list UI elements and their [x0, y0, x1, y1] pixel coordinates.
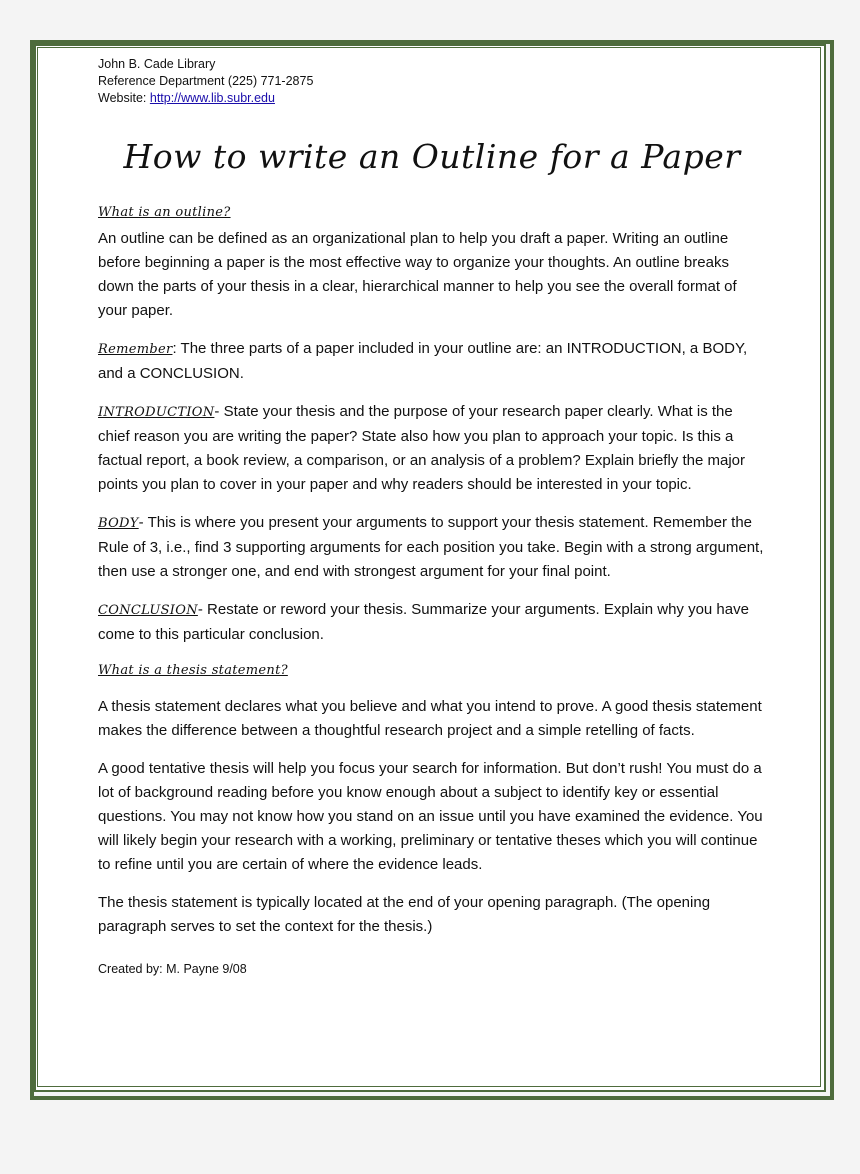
website-link[interactable]: http://www.lib.subr.edu	[149, 91, 275, 105]
thesis-paragraph-3: The thesis statement is typically located at the end of your opening paragraph. (The opening paragraph serves to set the context for the thesis.)	[98, 894, 711, 935]
introduction-paragraph	[98, 400, 766, 497]
remember-text: : The three parts of a paper included in your outline are: an INTRODUCTION, a BODY, and a CONCLUSION.	[98, 340, 748, 382]
thesis-paragraph-2: A good tentative thesis will help you focus your search for information. But don’t rush! You must do a lot of background reading before you know enough about a subject to identify key or essential questions. You may not know how you stand on an issue until you have examined the evidence. You will likely begin your research with a working, preliminary or tentative theses which you will continue to refine until you are certain of where the evidence leads.	[98, 760, 763, 873]
remember-label: Remember	[98, 342, 173, 357]
remember-paragraph	[98, 337, 766, 386]
introduction-label: INTRODUCTION	[98, 405, 215, 420]
document-content	[98, 56, 766, 991]
website-label: Website:	[98, 91, 150, 105]
reference-department: Reference Department (225) 771-2875	[98, 74, 314, 88]
conclusion-paragraph	[98, 598, 766, 647]
thesis-paragraph-1: A thesis statement declares what you believe and what you intend to prove. A good thesis statement makes the difference between a thoughtful research project and a simple retelling of facts.	[98, 698, 762, 739]
created-by: Created by: M. Payne 9/08	[98, 962, 247, 976]
outline-paragraph: An outline can be defined as an organizational plan to help you draft a paper. Writing an outline before beginning a paper is the most effective way to organize your thoughts. An outline breaks down the parts of your thesis in a clear, hierarchical manner to help you see the overall format of your paper.	[98, 230, 737, 319]
website-line	[98, 90, 766, 107]
body-label: BODY	[98, 516, 139, 531]
outline-heading: What is an outline?	[98, 205, 231, 220]
page-title: How to write an Outline for a Paper	[123, 137, 741, 176]
library-name: John B. Cade Library	[98, 57, 216, 71]
introduction-text: - State your thesis and the purpose of your research paper clearly. What is the chief reason you are writing the paper? State also how you plan to approach your topic. Is this a factual report, a book review, a comparison, or an analysis of a problem? Explain briefly the major points you plan to cover in your paper and why readers should be interested in your topic.	[98, 403, 745, 493]
conclusion-text: - Restate or reword your thesis. Summarize your arguments. Explain why you have come to this particular conclusion.	[98, 601, 749, 643]
body-paragraph	[98, 511, 766, 584]
thesis-heading: What is a thesis statement?	[98, 663, 288, 678]
conclusion-label: CONCLUSION	[98, 603, 198, 618]
body-text: - This is where you present your arguments to support your thesis statement. Remember the Rule of 3, i.e., find 3 supporting arguments for each position you take. Begin with a strong argument, then use a stronger one, and end with strongest argument for your final point.	[98, 514, 764, 580]
